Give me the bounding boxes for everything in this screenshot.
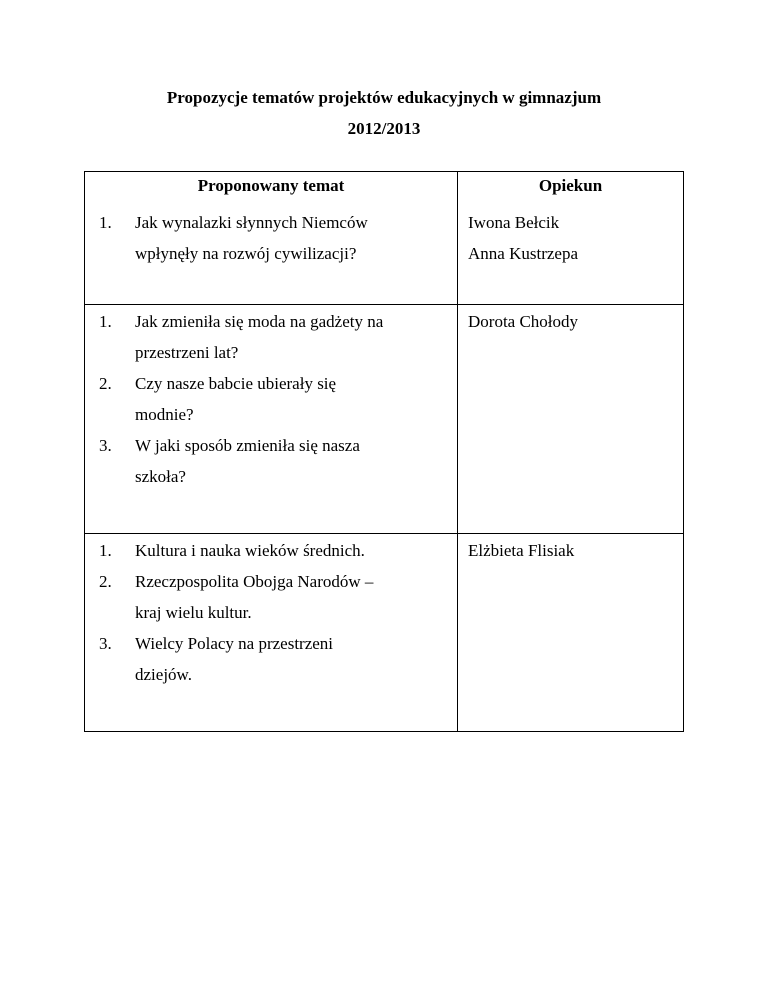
topic-text-line: Jak wynalazki słynnych Niemców <box>135 213 368 232</box>
list-item <box>99 306 451 368</box>
topic-text-line: szkoła? <box>135 467 186 486</box>
header-guardian: Opiekun <box>458 172 684 207</box>
guardian-name: Anna Kustrzepa <box>468 244 578 263</box>
guardian-name: Iwona Bełcik <box>468 213 560 232</box>
topic-text-line: wpłynęły na rozwój cywilizacji? <box>135 244 357 263</box>
list-item <box>99 566 451 628</box>
topic-cell <box>85 206 458 305</box>
topic-text-line: kraj wielu kultur. <box>135 603 252 622</box>
table-header-row <box>85 172 684 207</box>
item-number: 3. <box>99 436 112 455</box>
item-number: 1. <box>99 312 112 331</box>
header-proposed-topic: Proponowany temat <box>85 172 458 207</box>
list-item <box>99 628 451 690</box>
topic-text-line: Kultura i nauka wieków średnich. <box>135 541 365 560</box>
topic-list <box>99 306 451 492</box>
topic-text-line: Jak zmieniła się moda na gadżety na <box>135 312 384 331</box>
topic-cell <box>85 534 458 732</box>
topic-text-line: Wielcy Polacy na przestrzeni <box>135 634 334 653</box>
topic-list <box>99 535 451 690</box>
item-number: 2. <box>99 374 112 393</box>
topic-text-line: dziejów. <box>135 665 192 684</box>
list-item <box>99 207 451 269</box>
document-title: Propozycje tematów projektów edukacyjnych w gimnazjum <box>166 88 602 107</box>
topic-cell <box>85 305 458 534</box>
topic-text-line: Czy nasze babcie ubierały się <box>135 374 337 393</box>
item-number: 1. <box>99 213 112 232</box>
item-number: 1. <box>99 541 112 560</box>
guardian-cell <box>458 534 684 732</box>
list-item <box>99 430 451 492</box>
list-item <box>99 368 451 430</box>
project-topics-table <box>84 171 684 732</box>
topic-text-line: Rzeczpospolita Obojga Narodów – <box>135 572 374 591</box>
topic-text-line: przestrzeni lat? <box>135 343 239 362</box>
list-item <box>99 535 451 566</box>
guardian-name: Dorota Chołody <box>468 312 579 331</box>
table-row <box>85 305 684 534</box>
table-row <box>85 206 684 305</box>
item-number: 2. <box>99 572 112 591</box>
topic-text-line: modnie? <box>135 405 194 424</box>
document-school-year: 2012/2013 <box>347 119 421 138</box>
topic-text-line: W jaki sposób zmieniła się nasza <box>135 436 360 455</box>
item-number: 3. <box>99 634 112 653</box>
guardian-cell <box>458 305 684 534</box>
table-row <box>85 534 684 732</box>
guardian-cell <box>458 206 684 305</box>
topic-list <box>99 207 451 269</box>
guardian-name: Elżbieta Flisiak <box>468 541 575 560</box>
